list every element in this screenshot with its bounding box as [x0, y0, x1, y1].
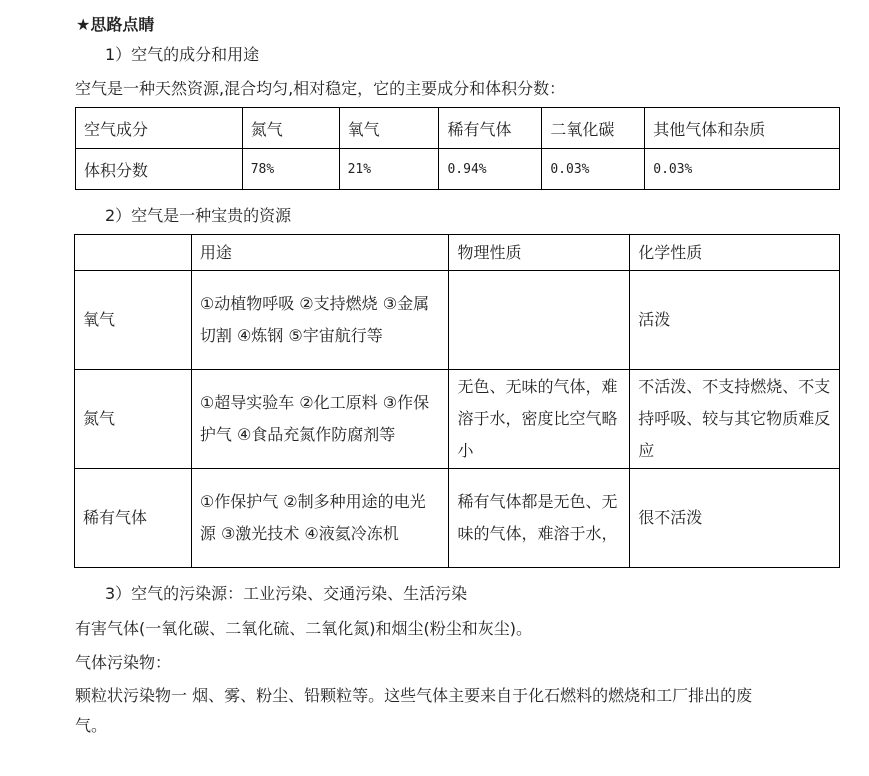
subheading-resources: 2）空气是一种宝贵的资源 — [105, 206, 292, 225]
composition-table — [75, 107, 840, 190]
table-cell: 0.03% — [542, 149, 645, 190]
table-cell — [75, 235, 192, 271]
table-row — [75, 271, 840, 370]
table-cell: ①动植物呼吸 ②支持燃烧 ③金属切割 ④炼钢 ⑤宇宙航行等 — [191, 271, 449, 370]
table-cell: 稀有气体都是无色、无味的气体，难溶于水， — [449, 469, 630, 568]
particulate-text-end: 气。 — [75, 716, 108, 735]
table-cell: 物理性质 — [449, 235, 630, 271]
particulate-text: 颗粒状污染物一 烟、雾、粉尘、铅颗粒等。这些气体主要来自于化石燃料的燃烧和工厂排出的废 — [75, 686, 753, 705]
subheading-pollution: 3）空气的污染源：工业污染、交通污染、生活污染 — [105, 584, 468, 603]
table-cell: 空气成分 — [76, 108, 243, 149]
pollution-gases: 有害气体(一氧化碳、二氧化硫、二氧化氮)和烟尘(粉尘和灰尘)。 — [75, 619, 532, 638]
table-cell: 氧气 — [339, 108, 439, 149]
table-row — [76, 149, 840, 190]
composition-intro: 空气是一种天然资源,混合均匀,相对稳定，它的主要成分和体积分数： — [75, 79, 566, 98]
table-cell: 用途 — [191, 235, 449, 271]
table-cell: 稀有气体 — [439, 108, 542, 149]
table-row — [75, 469, 840, 568]
table-cell: 78% — [242, 149, 339, 190]
table-cell: ①作保护气 ②制多种用途的电光源 ③激光技术 ④液氦冷冻机 — [191, 469, 449, 568]
table-cell: ①超导实验车 ②化工原料 ③作保护气 ④食品充氮作防腐剂等 — [191, 370, 449, 469]
table-cell: 0.94% — [439, 149, 542, 190]
resources-table — [74, 234, 840, 568]
table-cell: 氮气 — [242, 108, 339, 149]
table-cell: 活泼 — [630, 271, 840, 370]
table-cell: 不活泼、不支持燃烧、不支持呼吸、较与其它物质难反应 — [630, 370, 840, 469]
table-cell: 其他气体和杂质 — [645, 108, 840, 149]
section-heading: ★思路点睛 — [76, 15, 155, 34]
table-cell: 稀有气体 — [75, 469, 192, 568]
subheading-composition: 1）空气的成分和用途 — [105, 45, 260, 64]
table-cell: 二氧化碳 — [542, 108, 645, 149]
table-row — [75, 370, 840, 469]
table-cell: 很不活泼 — [630, 469, 840, 568]
table-cell: 0.03% — [645, 149, 840, 190]
table-cell: 无色、无味的气体，难溶于水，密度比空气略小 — [449, 370, 630, 469]
table-header-row — [76, 108, 840, 149]
table-cell: 化学性质 — [630, 235, 840, 271]
table-cell — [449, 271, 630, 370]
table-cell: 21% — [339, 149, 439, 190]
table-cell: 氧气 — [75, 271, 192, 370]
pollutant-label: 气体污染物： — [75, 653, 172, 672]
table-header-row — [75, 235, 840, 271]
table-cell: 体积分数 — [76, 149, 243, 190]
table-cell: 氮气 — [75, 370, 192, 469]
